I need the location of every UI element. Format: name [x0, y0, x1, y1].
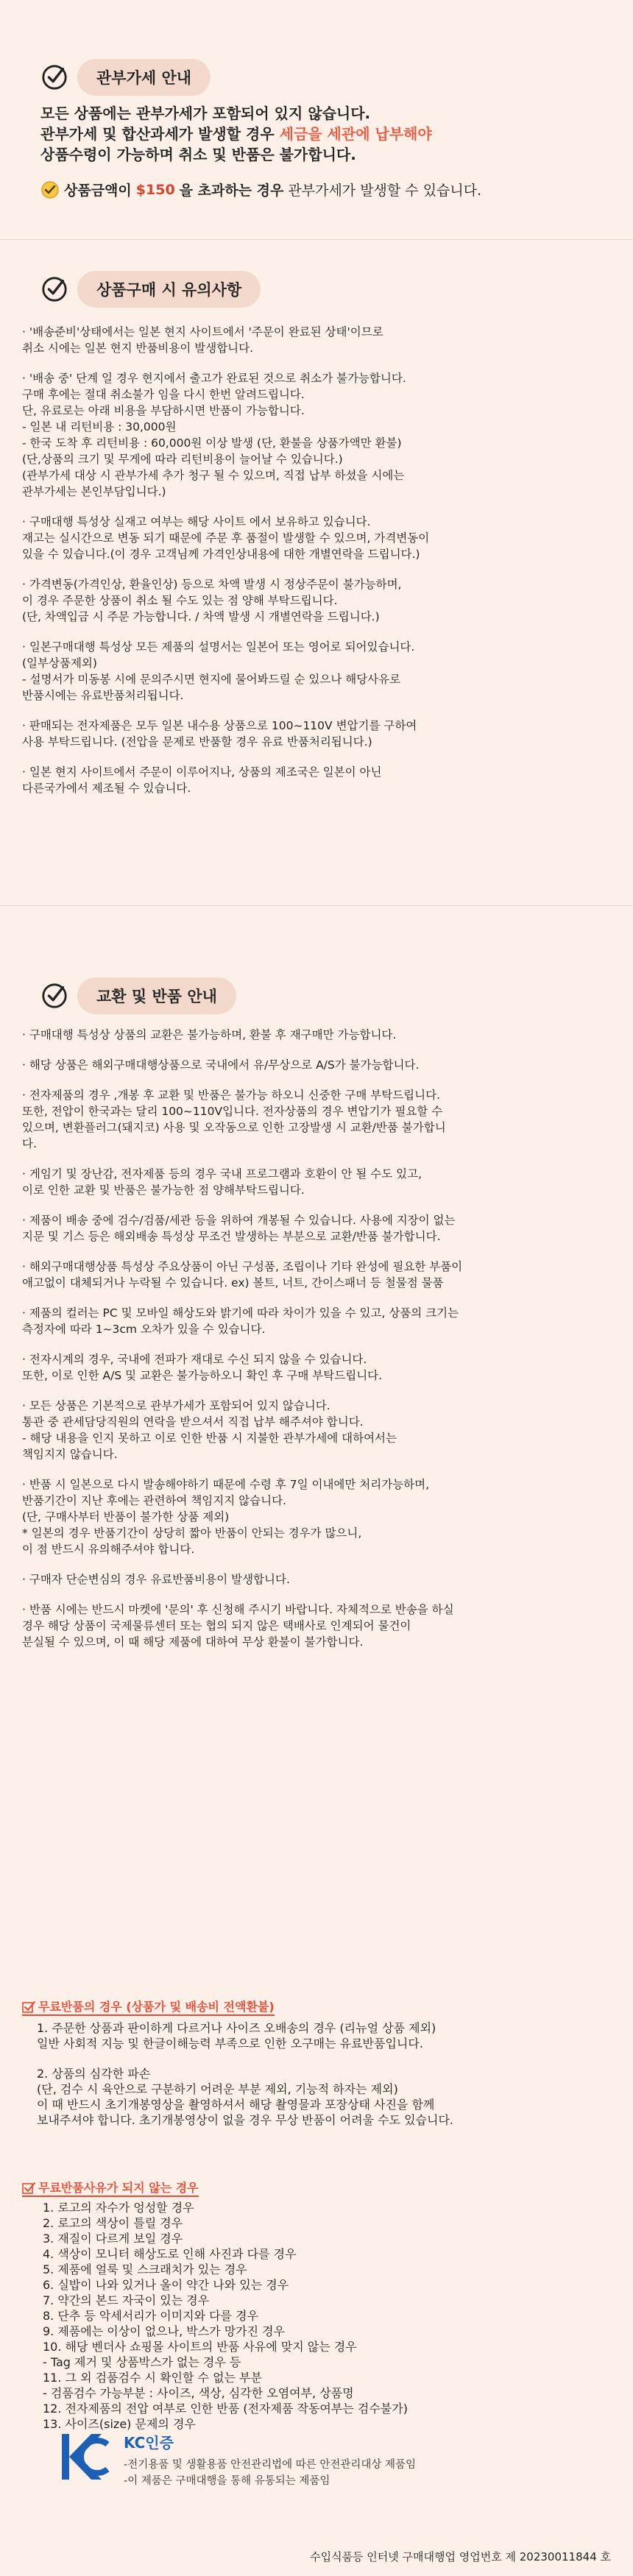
- list-item: · '배송준비'상태에서는 일본 현지 사이트에서 '주문이 완료된 상태'이므로 취소 시에는 일본 현지 반품비용이 발생합니다.: [22, 325, 383, 355]
- business-registration: 수입식품등 인터넷 구매대행업 영업번호 제 20230011844 호: [310, 2550, 611, 2563]
- list-item: · '배송 중' 단계 일 경우 현지에서 출고가 완료된 것으로 취소가 불가능합니다. 구매 후에는 절대 취소불가 임을 다시 한번 알려드립니다. 단, 유료로는 아래 비용을 부담하시면 반품이 가능합니다. - 일본 내 리턴비용 : 30,000원 - 한국 도착 후 리턴비용 : 60,000원 이상 발생 (단, 환불을 상품가액만 환불) (단,상품의 크기 및 무게에 따라 리턴비용이 늘어날 수 있습니다.) (관부가세 대상 시 관부가세 추가 청구 될 수 있으며, 직접 납부 하셨을 시에는 관부가세는 본인부담입니다.): [22, 372, 406, 498]
- kc-certification: [59, 2431, 416, 2489]
- price-notice: 상품금액이 $150 을 초과하는 경우 관부가세가 발생할 수 있습니다.: [40, 180, 600, 199]
- list-item: · 반품 시에는 반드시 마켓에 '문의' 후 신청해 주시기 바랍니다. 자체적으로 반송을 하실 경우 해당 상품이 국제물류센터 또는 협의 되지 않은 택배사로 인계되어 물건이 분실될 수 있으며, 이 때 해당 제품에 대하여 무상 환불이 불가합니다.: [22, 1603, 454, 1649]
- divider: [0, 239, 633, 240]
- gold-check-icon: [40, 180, 60, 199]
- kc-title: KC인증: [124, 2434, 174, 2452]
- purchase-title: 상품구매 시 유의사항: [77, 271, 261, 308]
- list-item: · 해외구매대행상품 특성상 주요상품이 아닌 구성품, 조립이나 기타 완성에 필요한 부품이 애고없이 대체되거나 누락될 수 있습니다. ex) 볼트, 너트, 간이스패너 등 철물점 물품: [22, 1260, 463, 1289]
- list-item: · 구매자 단순변심의 경우 유료반품비용이 발생합니다.: [22, 1573, 290, 1586]
- list-item: · 구매대행 특성상 상품의 교환은 불가능하며, 환불 후 재구매만 가능합니다.: [22, 1028, 397, 1041]
- purchase-list: [22, 324, 611, 810]
- list-item: · 전자시계의 경우, 국내에 전파가 재대로 수신 되지 않을 수 있습니다. 또한, 이로 인한 A/S 및 교환은 불가능하오니 확인 후 구매 부탁드립니다.: [22, 1353, 383, 1382]
- list-item: · 판매되는 전자제품은 모두 일본 내수용 상품으로 100~110V 변압기를 구하여 사용 부탁드립니다. (전압을 문제로 반품할 경우 유료 반품처리됩니다.): [22, 719, 417, 749]
- not-free-section: [22, 2180, 611, 2432]
- list-item: · 제품이 배송 중에 검수/검품/세관 등을 위하여 개봉될 수 있습니다. 사용에 지장이 없는 지문 및 기스 등은 해외배송 특성상 무조건 발생하는 부분으로 교환/반품 불가합니다.: [22, 1214, 456, 1243]
- customs-line-1: 모든 상품에는 관부가세가 포함되어 있지 않습니다.: [40, 105, 371, 122]
- free-return-case-1: 1. 주문한 상품과 판이하게 다르거나 사이즈 오배송의 경우 (리뉴얼 상품 제외) 일반 사회적 지능 및 한글이해능력 부족으로 인한 오구매는 유료반품입니다.: [37, 2020, 436, 2050]
- exchange-header: [40, 977, 236, 1014]
- list-item: · 일본 현지 사이트에서 주문이 이루어지나, 상품의 제조국은 일본이 아닌 다른국가에서 제조될 수 있습니다.: [22, 765, 382, 795]
- exchange-list: [22, 1027, 611, 1664]
- list-item: · 제품의 컬러는 PC 및 모바일 해상도와 밝기에 따라 차이가 있을 수 있고, 상품의 크기는 측정자에 따라 1~3cm 오차가 있을 수 있습니다.: [22, 1306, 459, 1336]
- list-item: · 해당 상품은 해외구매대행상품으로 국내에서 유/무상으로 A/S가 불가능합니다.: [22, 1058, 420, 1072]
- list-item: · 일본구매대행 특성상 모든 제품의 설명서는 일본어 또는 영어로 되어있습니다. (일부상품제외) - 설명서가 미동봉 시에 문의주시면 현지에 물어봐드릴 순 있으나 해당사유로 반품시에는 유료반품처리됩니다.: [22, 640, 415, 702]
- list-item: · 반품 시 일본으로 다시 발송해야하기 때문에 수령 후 7일 이내에만 처리가능하며, 반품기간이 지난 후에는 관련하여 책임지지 않습니다. (단, 구매사부터 반품이 불가한 상품 제외) * 일본의 경우 반품기간이 상당히 짧아 반품이 안되는 경우가 많으니, 이 점 반드시 유의해주셔야 합니다.: [22, 1478, 430, 1556]
- exchange-title: 교환 및 반품 안내: [77, 977, 236, 1014]
- list-item: · 게임기 및 장난감, 전자제품 등의 경우 국내 프로그램과 호환이 안 될 수도 있고, 이로 인한 교환 및 반품은 불가능한 점 양해부탁드립니다.: [22, 1167, 422, 1197]
- not-free-heading: 무료반품사유가 되지 않는 경우: [22, 2180, 199, 2197]
- free-return-case-2: 2. 상품의 심각한 파손 (단, 검수 시 육안으로 구분하기 어려운 부분 제외, 기능적 하자는 제외) 이 때 반드시 초기개봉영상을 촬영하셔서 해당 촬영물과 포장상태 사진을 함께 보내주셔야 합니다. 초기개봉영상이 없을 경우 무상 반품이 어려울 수도 있습니다.: [37, 2066, 453, 2127]
- not-free-list: 1. 로고의 자수가 엉성할 경우 2. 로고의 색상이 틀릴 경우 3. 재질이 다르게 보일 경우 4. 색상이 모니터 해상도로 인해 사진과 다를 경우 5. 제품에 얼룩 및 스크래치가 있는 경우 6. 실밥이 나와 있거나 올이 약간 나와 있는 경우 7. 약간의 본드 자국이 있는 경우 8. 단추 등 악세서리가 이미지와 다를 경우 9. 제품에는 이상이 없으나, 박스가 망가진 경우 10. 해당 벤더사 쇼핑몰 사이트의 반품 사유에 맞지 않는 경우 - Tag 제거 및 상품박스가 없는 경우 등 11. 그 외 검품검수 시 확인할 수 없는 부분 - 검품검수 가능부분 : 사이즈, 색상, 심각한 오염여부, 상품명 12. 전자제품의 전압 여부로 인한 반품 (전자제품 작동여부는 검수불가) 13. 사이즈(size) 문제의 경우: [43, 2200, 408, 2431]
- kc-line-1: -전기용품 및 생활용품 안전관리법에 따른 안전관리대상 제품임: [124, 2459, 417, 2471]
- kc-logo-icon: [59, 2431, 110, 2483]
- list-item: · 모든 상품은 기본적으로 관부가세가 포함되어 있지 않습니다. 통관 중 관세담당직원의 연락을 받으셔서 직접 납부 해주셔야 합니다. - 해당 내용을 인지 못하고 이로 인한 반품 시 지불한 관부가세에 대하여서는 책임지지 않습니다.: [22, 1399, 397, 1461]
- customs-notice: [40, 103, 600, 199]
- check-circle-icon: [40, 63, 68, 91]
- list-item: · 가격변동(가격인상, 환율인상) 등으로 차액 발생 시 정상주문이 불가능하며, 이 경우 주문한 상품이 취소 될 수도 있는 점 양해 부탁드립니다. (단, 차액입금 시 주문 가능합니다. / 차액 발생 시 개별연락을 드립니다.): [22, 578, 402, 623]
- purchase-header: [40, 271, 261, 308]
- checkbox-icon: [22, 2000, 35, 2014]
- free-return-section: [22, 1999, 611, 2128]
- customs-title: 관부가세 안내: [77, 59, 211, 96]
- customs-line-3: 상품수령이 가능하며 취소 및 반품은 불가합니다.: [40, 146, 356, 163]
- list-item: · 구매대행 특성상 실재고 여부는 해당 사이트 에서 보유하고 있습니다. 재고는 실시간으로 변동 되기 때문에 주문 후 품절이 발생할 수 있으며, 가격변동이 있을 수 있습니다.(이 경우 고객님께 가격인상내용에 대한 개별연락을 드립니다.): [22, 515, 430, 561]
- check-circle-icon: [40, 275, 68, 303]
- divider: [0, 905, 633, 906]
- customs-line-2: 관부가세 및 합산과세가 발생할 경우 세금을 세관에 납부해야: [40, 125, 432, 143]
- customs-header: [40, 59, 211, 96]
- kc-line-2: -이 제품은 구매대행을 통해 유통되는 제품임: [124, 2475, 330, 2487]
- checkbox-icon: [22, 2182, 35, 2195]
- check-circle-icon: [40, 982, 68, 1010]
- list-item: · 전자제품의 경우 ,개봉 후 교환 및 반품은 불가능 하오니 신중한 구매 부탁드립니다. 또한, 전압이 한국과는 달리 100~110V입니다. 전자상품의 경우 변압기가 필요할 수 있으며, 변환플러그(돼지코) 사용 및 오작동으로 인한 고장발생 시 교환/반품 불가합니 다.: [22, 1089, 446, 1150]
- free-return-heading: 무료반품의 경우 (상품가 및 배송비 전액환불): [22, 1999, 275, 2016]
